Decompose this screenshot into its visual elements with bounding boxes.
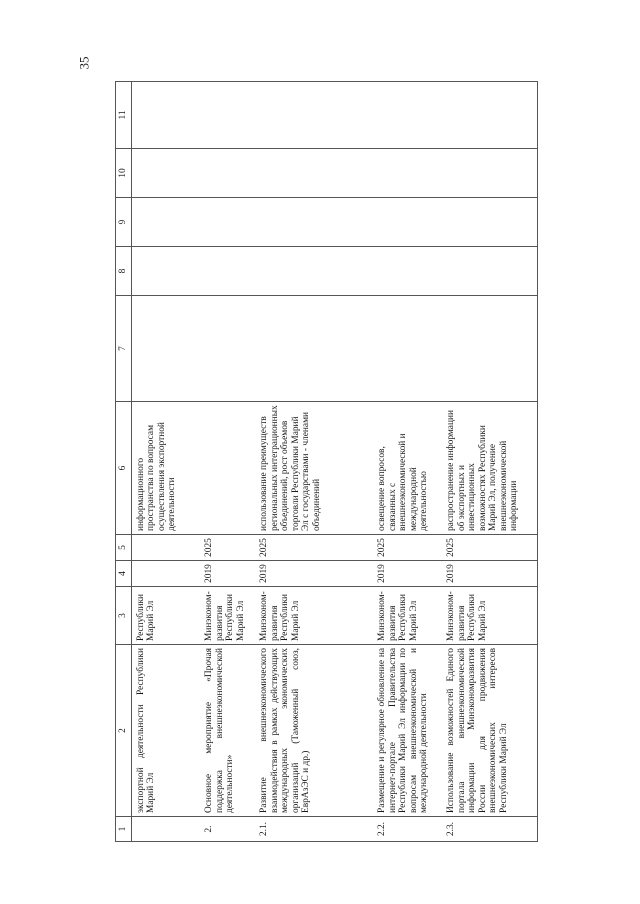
empty-cell: [258, 149, 376, 198]
empty-cell: [131, 149, 203, 198]
executor: Минэконом- развития Республики Марий Эл: [258, 587, 376, 645]
col-1-header: 1: [116, 817, 132, 842]
end-year: 2025: [445, 535, 537, 561]
col-2-header: 2: [116, 645, 132, 817]
empty-cell: [258, 198, 376, 247]
expected-result: информационного пространства по вопросам осуществления экспортной деятельности: [131, 402, 203, 535]
row-number: [131, 817, 203, 842]
empty-cell: [445, 149, 537, 198]
empty-cell: [131, 198, 203, 247]
empty-cell: [258, 296, 376, 402]
empty-cell: [376, 247, 445, 296]
expected-result: [203, 402, 258, 535]
start-year: 2019: [203, 561, 258, 587]
empty-cell: [376, 82, 445, 149]
empty-cell: [131, 82, 203, 149]
end-year: [131, 535, 203, 561]
row-number: 2.1.: [258, 817, 376, 842]
col-7-header: 7: [116, 296, 132, 402]
measure-name: экспортной деятельности Республики Марий Эл: [131, 645, 203, 817]
executor: Минэконом- развития Республики Марий Эл: [445, 587, 537, 645]
empty-cell: [376, 296, 445, 402]
empty-cell: [131, 296, 203, 402]
executor: Республики Марий Эл: [131, 587, 203, 645]
col-8-header: 8: [116, 247, 132, 296]
start-year: 2019: [258, 561, 376, 587]
empty-cell: [203, 82, 258, 149]
table-row: [203, 82, 258, 842]
start-year: 2019: [445, 561, 537, 587]
empty-cell: [131, 247, 203, 296]
col-4-header: 4: [116, 561, 132, 587]
row-number: 2.3.: [445, 817, 537, 842]
empty-cell: [203, 149, 258, 198]
end-year: 2025: [258, 535, 376, 561]
empty-cell: [445, 198, 537, 247]
measure-name: Использование возможностей Единого портала внешнеэкономической информации Минэкономразвития России для продвижения внешнеэкономических интересов Республики Марий Эл: [445, 645, 537, 817]
row-number: 2.2.: [376, 817, 445, 842]
measure-name: Размещение и регулярное обновление на интернет-портале Правительства Республики Марий Эл информации по вопросам внешнеэкономической и международной деятельности: [376, 645, 445, 817]
measure-name: Основное мероприятие «Прочая поддержка внешнеэкономической деятельности»: [203, 645, 258, 817]
empty-cell: [445, 296, 537, 402]
empty-cell: [203, 296, 258, 402]
table-row: [445, 82, 537, 842]
expected-result: освещение вопросов, связанных с внешнеэкономической и международной деятельностью: [376, 402, 445, 535]
executor: Минэконом- развития Республики Марий Эл: [376, 587, 445, 645]
end-year: 2025: [376, 535, 445, 561]
start-year: [131, 561, 203, 587]
table-container: [115, 82, 535, 842]
end-year: 2025: [203, 535, 258, 561]
empty-cell: [376, 149, 445, 198]
table-row: [258, 82, 376, 842]
page-number: 35: [76, 56, 92, 70]
col-6-header: 6: [116, 402, 132, 535]
executor: Минэконом- развития Республики Марий Эл: [203, 587, 258, 645]
empty-cell: [258, 247, 376, 296]
expected-result: использование преимуществ региональных интеграционных объединений, рост объемов торговли Республики Марий Эл с государствами - членами объединений: [258, 402, 376, 535]
empty-cell: [445, 82, 537, 149]
empty-cell: [203, 198, 258, 247]
start-year: 2019: [376, 561, 445, 587]
empty-cell: [203, 247, 258, 296]
expected-result: распространение информации об экспортных и инвестиционных возможностях Республики Марий Эл, получение внешнеэкономической информации: [445, 402, 537, 535]
program-table: [115, 81, 538, 842]
table-row: [376, 82, 445, 842]
col-9-header: 9: [116, 198, 132, 247]
row-number: 2.: [203, 817, 258, 842]
empty-cell: [376, 198, 445, 247]
col-11-header: 11: [116, 82, 132, 149]
empty-cell: [445, 247, 537, 296]
col-10-header: 10: [116, 149, 132, 198]
header-row: [116, 82, 132, 842]
measure-name: Развитие внешнеэкономического взаимодействия в рамках действующих международных экономических организаций (Таможенный союз, ЕврАзЭС и др.): [258, 645, 376, 817]
col-5-header: 5: [116, 535, 132, 561]
empty-cell: [258, 82, 376, 149]
col-3-header: 3: [116, 587, 132, 645]
table-row: [131, 82, 203, 842]
